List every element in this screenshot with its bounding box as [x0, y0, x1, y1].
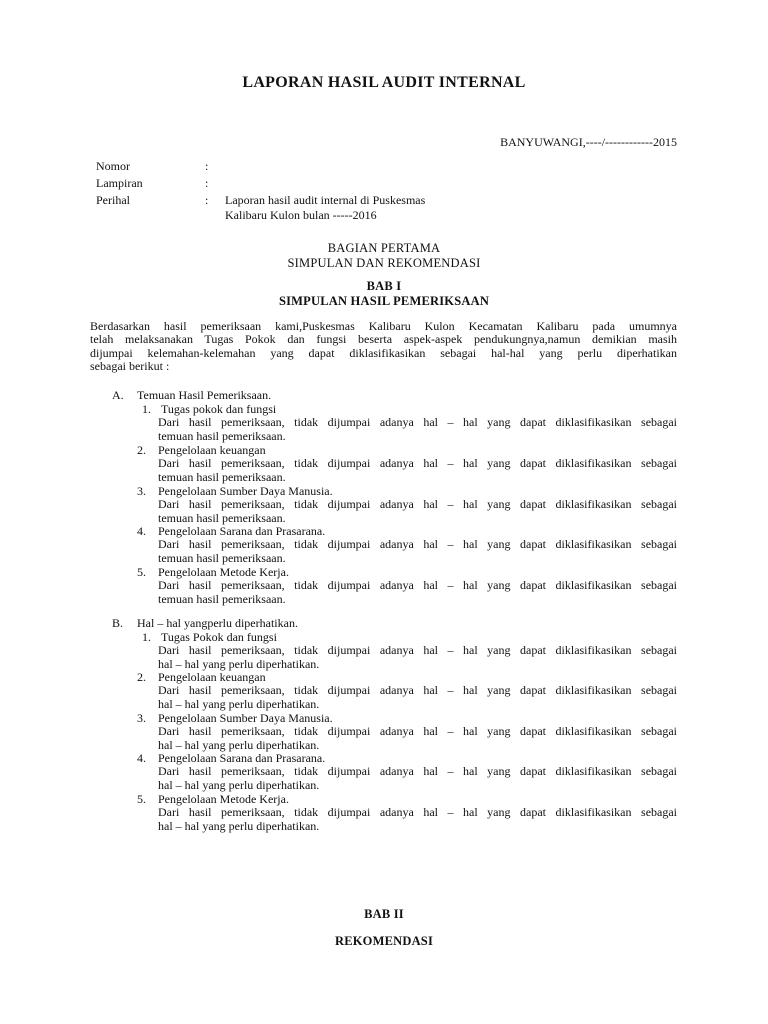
perihal-value-line2: Kalibaru Kulon bulan -----2016 — [225, 208, 377, 222]
section-b-item-desc: Dari hasil pemeriksaan, tidak dijumpai adanya hal – hal yang dapat diklasifikasikan sebagai — [158, 764, 677, 778]
intro-line: sebagai berikut : — [90, 359, 170, 374]
section-a-item-desc: Dari hasil pemeriksaan, tidak dijumpai adanya hal – hal yang dapat diklasifikasikan sebagai — [158, 497, 677, 511]
chapter2-title: BAB II — [364, 907, 404, 921]
chapter1-subtitle: SIMPULAN HASIL PEMERIKSAAN — [278, 294, 490, 308]
section-b-item-title: Pengelolaan Metode Kerja. — [158, 792, 289, 806]
intro-line: Berdasarkan hasil pemeriksaan kami,Puskesmas Kalibaru Kulon Kecamatan Kalibaru pada umumnya — [90, 319, 677, 333]
intro-line: dijumpai kelemahan-kelemahan yang dapat diklasifikasikan sebagai hal-hal yang perlu diperhatikan — [90, 345, 677, 360]
section-a-item-title: Pengelolaan Metode Kerja. — [158, 565, 289, 579]
document-title: LAPORAN HASIL AUDIT INTERNAL — [242, 74, 526, 91]
section-b-item-desc-end: hal – hal yang perlu diperhatikan. — [158, 697, 320, 711]
perihal-value-line1: Laporan hasil audit internal di Puskesmas — [225, 193, 426, 207]
lampiran-label: Lampiran — [96, 176, 143, 190]
section-b-item-num: 1. — [142, 630, 151, 644]
part-subtitle: SIMPULAN DAN REKOMENDASI — [287, 256, 481, 270]
section-b-title: Hal – hal yangperlu diperhatikan. — [137, 616, 298, 630]
perihal-label: Perihal — [96, 193, 130, 207]
section-b-item-num: 2. — [137, 670, 146, 684]
section-a-item-desc-end: temuan hasil pemeriksaan. — [158, 470, 286, 484]
section-b-item-desc: Dari hasil pemeriksaan, tidak dijumpai adanya hal – hal yang dapat diklasifikasikan sebagai — [158, 724, 677, 738]
section-a-item-title: Pengelolaan Sumber Daya Manusia. — [158, 484, 333, 498]
section-a-letter: A. — [112, 388, 124, 402]
section-b-item-desc-end: hal – hal yang perlu diperhatikan. — [158, 657, 320, 671]
section-b-item-title: Pengelolaan Sumber Daya Manusia. — [158, 711, 333, 725]
section-a-item-num: 2. — [137, 443, 146, 457]
section-b-item-num: 3. — [137, 711, 146, 725]
part-title: BAGIAN PERTAMA — [327, 241, 441, 255]
section-a-item-num: 4. — [137, 524, 146, 538]
section-a-item-num: 5. — [137, 565, 146, 579]
section-a-item-desc-end: temuan hasil pemeriksaan. — [158, 429, 286, 443]
section-a-item-desc: Dari hasil pemeriksaan, tidak dijumpai adanya hal – hal yang dapat diklasifikasikan sebagai — [158, 537, 677, 551]
section-a-item-title: Pengelolaan keuangan — [158, 443, 266, 457]
nomor-colon: : — [205, 159, 209, 173]
section-a-item-desc: Dari hasil pemeriksaan, tidak dijumpai adanya hal – hal yang dapat diklasifikasikan sebagai — [158, 578, 677, 592]
chapter2-subtitle: REKOMENDASI — [334, 934, 434, 948]
section-a-item-desc-end: temuan hasil pemeriksaan. — [158, 511, 286, 525]
section-a-item-desc: Dari hasil pemeriksaan, tidak dijumpai adanya hal – hal yang dapat diklasifikasikan sebagai — [158, 415, 677, 429]
section-b-item-desc: Dari hasil pemeriksaan, tidak dijumpai adanya hal – hal yang dapat diklasifikasikan sebagai — [158, 643, 677, 657]
section-a-item-num: 1. — [142, 402, 151, 416]
place-date: BANYUWANGI,----/------------2015 — [500, 135, 677, 149]
chapter1-title: BAB I — [366, 279, 402, 293]
section-b-item-desc-end: hal – hal yang perlu diperhatikan. — [158, 819, 320, 833]
nomor-label: Nomor — [96, 159, 130, 173]
perihal-colon: : — [205, 193, 209, 207]
section-b-item-title: Tugas Pokok dan fungsi — [161, 630, 277, 644]
lampiran-colon: : — [205, 176, 209, 190]
intro-paragraph — [90, 320, 677, 374]
section-b-letter: B. — [112, 616, 124, 630]
section-b-item-desc: Dari hasil pemeriksaan, tidak dijumpai adanya hal – hal yang dapat diklasifikasikan sebagai — [158, 805, 677, 819]
section-a-item-desc-end: temuan hasil pemeriksaan. — [158, 551, 286, 565]
section-a-item-title: Pengelolaan Sarana dan Prasarana. — [158, 524, 326, 538]
section-a-item-num: 3. — [137, 484, 146, 498]
section-a-item-title: Tugas pokok dan fungsi — [161, 402, 277, 416]
section-b-item-title: Pengelolaan Sarana dan Prasarana. — [158, 751, 326, 765]
section-b-item-num: 5. — [137, 792, 146, 806]
section-a-item-desc: Dari hasil pemeriksaan, tidak dijumpai adanya hal – hal yang dapat diklasifikasikan sebagai — [158, 456, 677, 470]
section-a-item-desc-end: temuan hasil pemeriksaan. — [158, 592, 286, 606]
section-b-item-title: Pengelolaan keuangan — [158, 670, 266, 684]
section-b-item-desc-end: hal – hal yang perlu diperhatikan. — [158, 738, 320, 752]
section-b-item-desc-end: hal – hal yang perlu diperhatikan. — [158, 778, 320, 792]
intro-line: telah melaksanakan Tugas Pokok dan fungsi beserta aspek-aspek pendukungnya,namun demikian masih — [90, 332, 677, 347]
section-a-title: Temuan Hasil Pemeriksaan. — [137, 388, 272, 402]
section-b-item-desc: Dari hasil pemeriksaan, tidak dijumpai adanya hal – hal yang dapat diklasifikasikan sebagai — [158, 683, 677, 697]
section-b-item-num: 4. — [137, 751, 146, 765]
